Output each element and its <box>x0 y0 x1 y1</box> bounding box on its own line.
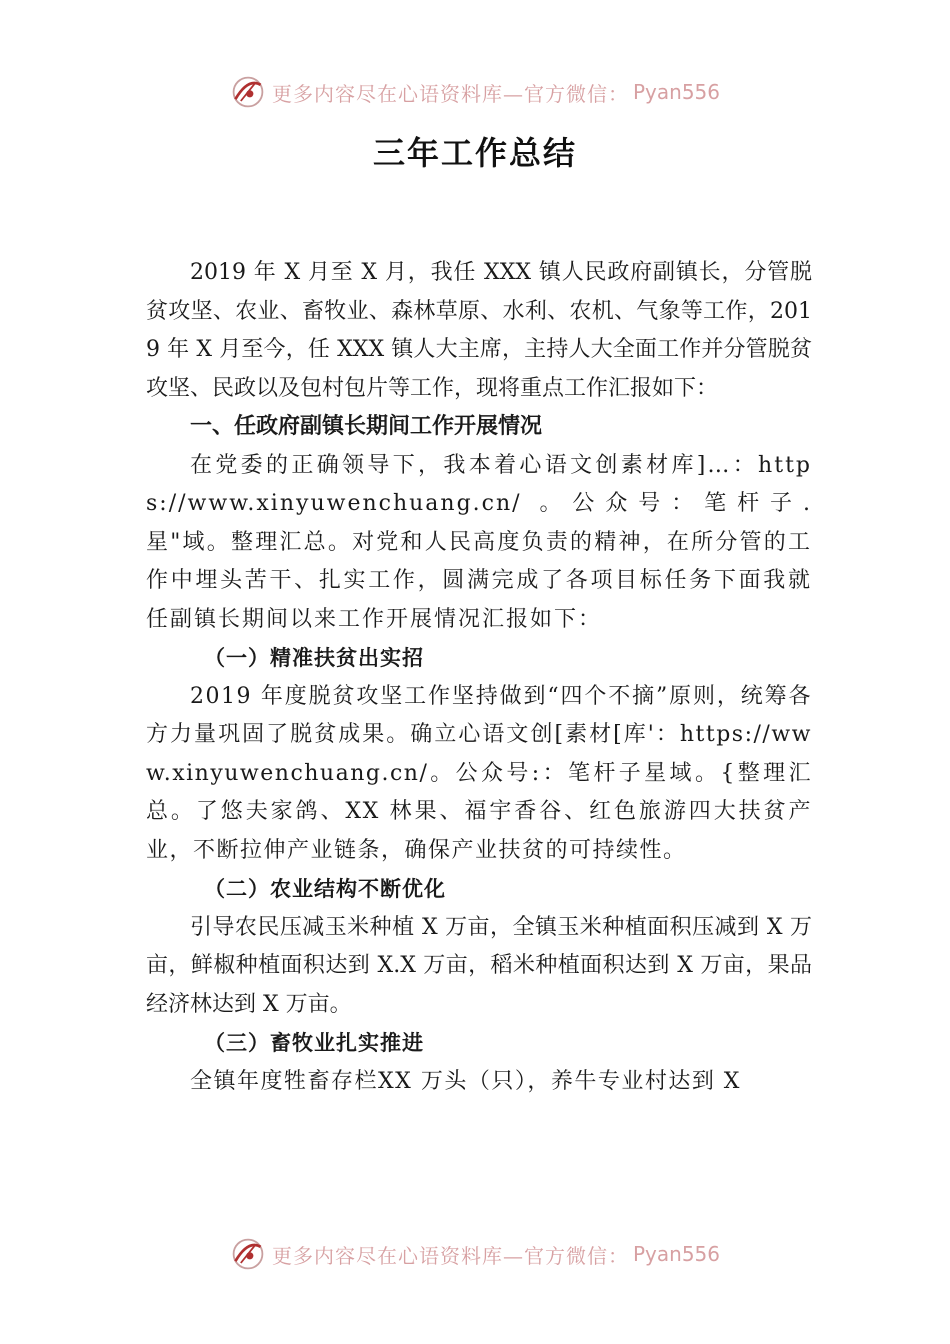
document-body <box>146 254 812 1101</box>
subsection-heading-2: （二）农业结构不断优化 <box>204 877 446 901</box>
subsection-3-paragraph: 全镇年度牲畜存栏XX 万头（只），养牛专业村达到 X <box>190 1068 741 1094</box>
watermark-banner-bottom <box>0 1232 950 1276</box>
subsection-heading-3: （三）畜牧业扎实推进 <box>204 1031 424 1055</box>
subsection-heading-1: （一）精准扶贫出实招 <box>204 646 424 670</box>
section-1-paragraph: 在党委的正确领导下，我本着心语文创素材库]…：https://www.xinyuwenchuang.cn/ 。公众号：笔杆子.星"域。整理汇总。对党和人民高度负责的精神，在所分管的工作中埋头苦干、扎实工作，圆满完成了各项目标任务下面我就任副镇长期间以来工作开展情况汇报如下： <box>146 452 812 632</box>
subsection-2-paragraph: 引导农民压减玉米种植 X 万亩，全镇玉米种植面积压减到 X 万亩，鲜椒种植面积达到 X.X 万亩，稻米种植面积达到 X 万亩，果品经济林达到 X 万亩。 <box>146 914 812 1017</box>
watermark-text: 更多内容尽在心语资料库—官方微信： <box>271 81 629 106</box>
watermark-logo-icon <box>230 74 266 110</box>
section-heading-1: 一、任政府副镇长期间工作开展情况 <box>190 414 543 439</box>
document-title: 三年工作总结 <box>372 134 577 172</box>
watermark-wechat-id: Pyan556 <box>632 1242 720 1266</box>
watermark-banner-top <box>0 70 950 114</box>
watermark-text: 更多内容尽在心语资料库—官方微信： <box>271 1243 629 1268</box>
intro-paragraph: 2019 年 X 月至 X 月，我任 XXX 镇人民政府副镇长，分管脱贫攻坚、农业、畜牧业、森林草原、水利、农机、气象等工作，2019 年 X 月至今，任 XXX 镇人大主席，主持人大全面工作并分管脱贫攻坚、民政以及包村包片等工作，现将重点工作汇报如下： <box>146 260 812 401</box>
watermark-logo-icon <box>230 1236 266 1272</box>
watermark-wechat-id: Pyan556 <box>632 80 720 104</box>
subsection-1-paragraph: 2019 年度脱贫攻坚工作坚持做到“四个不摘”原则，统筹各方力量巩固了脱贫成果。确立心语文创[素材[库'：https://www.xinyuwenchuang.cn/。公众号:：笔杆子星域。{整理汇总。了悠夫家鸽、XX 林果、福宇香谷、红色旅游四大扶贫产业，不断拉伸产业链条，确保产业扶贫的可持续性。 <box>146 683 812 863</box>
